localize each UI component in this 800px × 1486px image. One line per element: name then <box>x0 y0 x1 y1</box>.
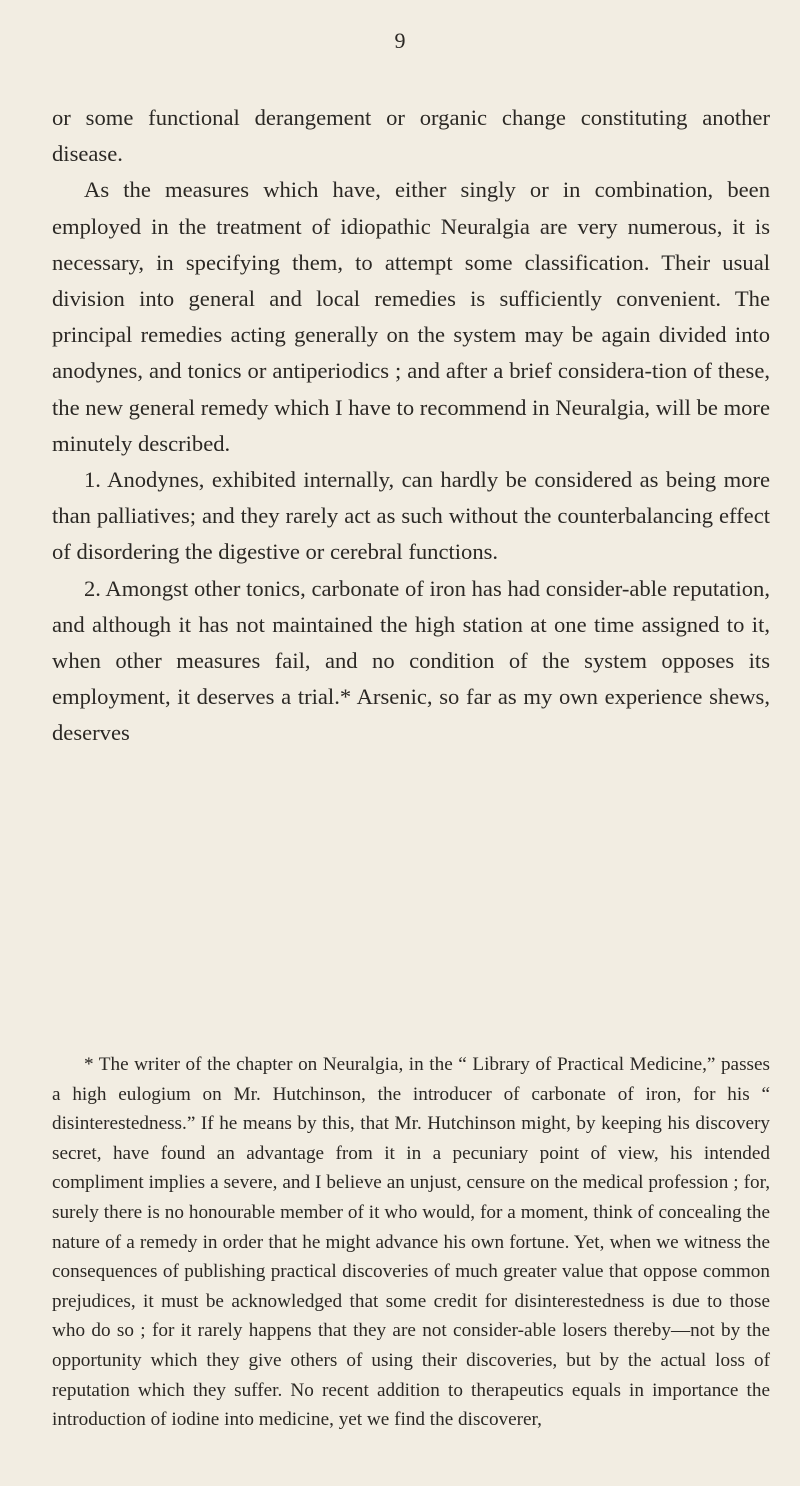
paragraph-anodynes: 1. Anodynes, exhibited internally, can hardly be considered as being more than palliatives; and they rarely act as such without the counterbalancing effect of disordering the digestive or cerebral functions. <box>52 467 770 565</box>
main-text <box>52 100 770 752</box>
footnote-text: * The writer of the chapter on Neuralgia, in the “ Library of Practical Medicine,” passes a high eulogium on Mr. Hutchinson, the introducer of carbonate of iron, for his “ disinterestedness.” If he means by this, that Mr. Hutchinson might, by keeping his discovery secret, have found an advantage from it in a pecuniary point of view, his intended compliment implies a severe, and I believe an unjust, censure on the medical profession ; for, surely there is no honourable member of it who would, for a moment, think of concealing the nature of a remedy in order that he might advance his own fortune. Yet, when we witness the consequences of publishing practical discoveries of much greater value that oppose common prejudices, it must be acknowledged that some credit for disinterestedness is due to those who do so ; for it rarely happens that they are not consider-able losers thereby—not by the opportunity which they give others of using their discoveries, but by the actual loss of reputation which they suffer. No recent addition to therapeutics equals in importance the introduction of iodine into medicine, yet we find the discoverer, <box>52 1054 770 1431</box>
paragraph-tonics-carbonate-of-iron: 2. Amongst other tonics, carbonate of iron has had consider-able reputation, and although it has not maintained the high station at one time assigned to it, when other measures fail, and no condition of the system opposes its employment, it deserves a trial.* Arsenic, so far as my own experience shews, deserves <box>52 575 770 746</box>
footnote <box>52 1050 770 1435</box>
paragraph-measures-classification: As the measures which have, either singly or in combination, been employed in the treatment of idiopathic Neuralgia are very numerous, it is necessary, in specifying them, to attempt some classification. Their usual division into general and local remedies is sufficiently convenient. The principal remedies acting generally on the system may be again divided into anodynes, and tonics or antiperiodics ; and after a brief considera-tion of these, the new general remedy which I have to recommend in Neuralgia, will be more minutely described. <box>52 177 770 456</box>
page-number: 9 <box>394 28 406 53</box>
paragraph-continuation: or some functional derangement or organic change constituting another disease. <box>52 105 770 167</box>
